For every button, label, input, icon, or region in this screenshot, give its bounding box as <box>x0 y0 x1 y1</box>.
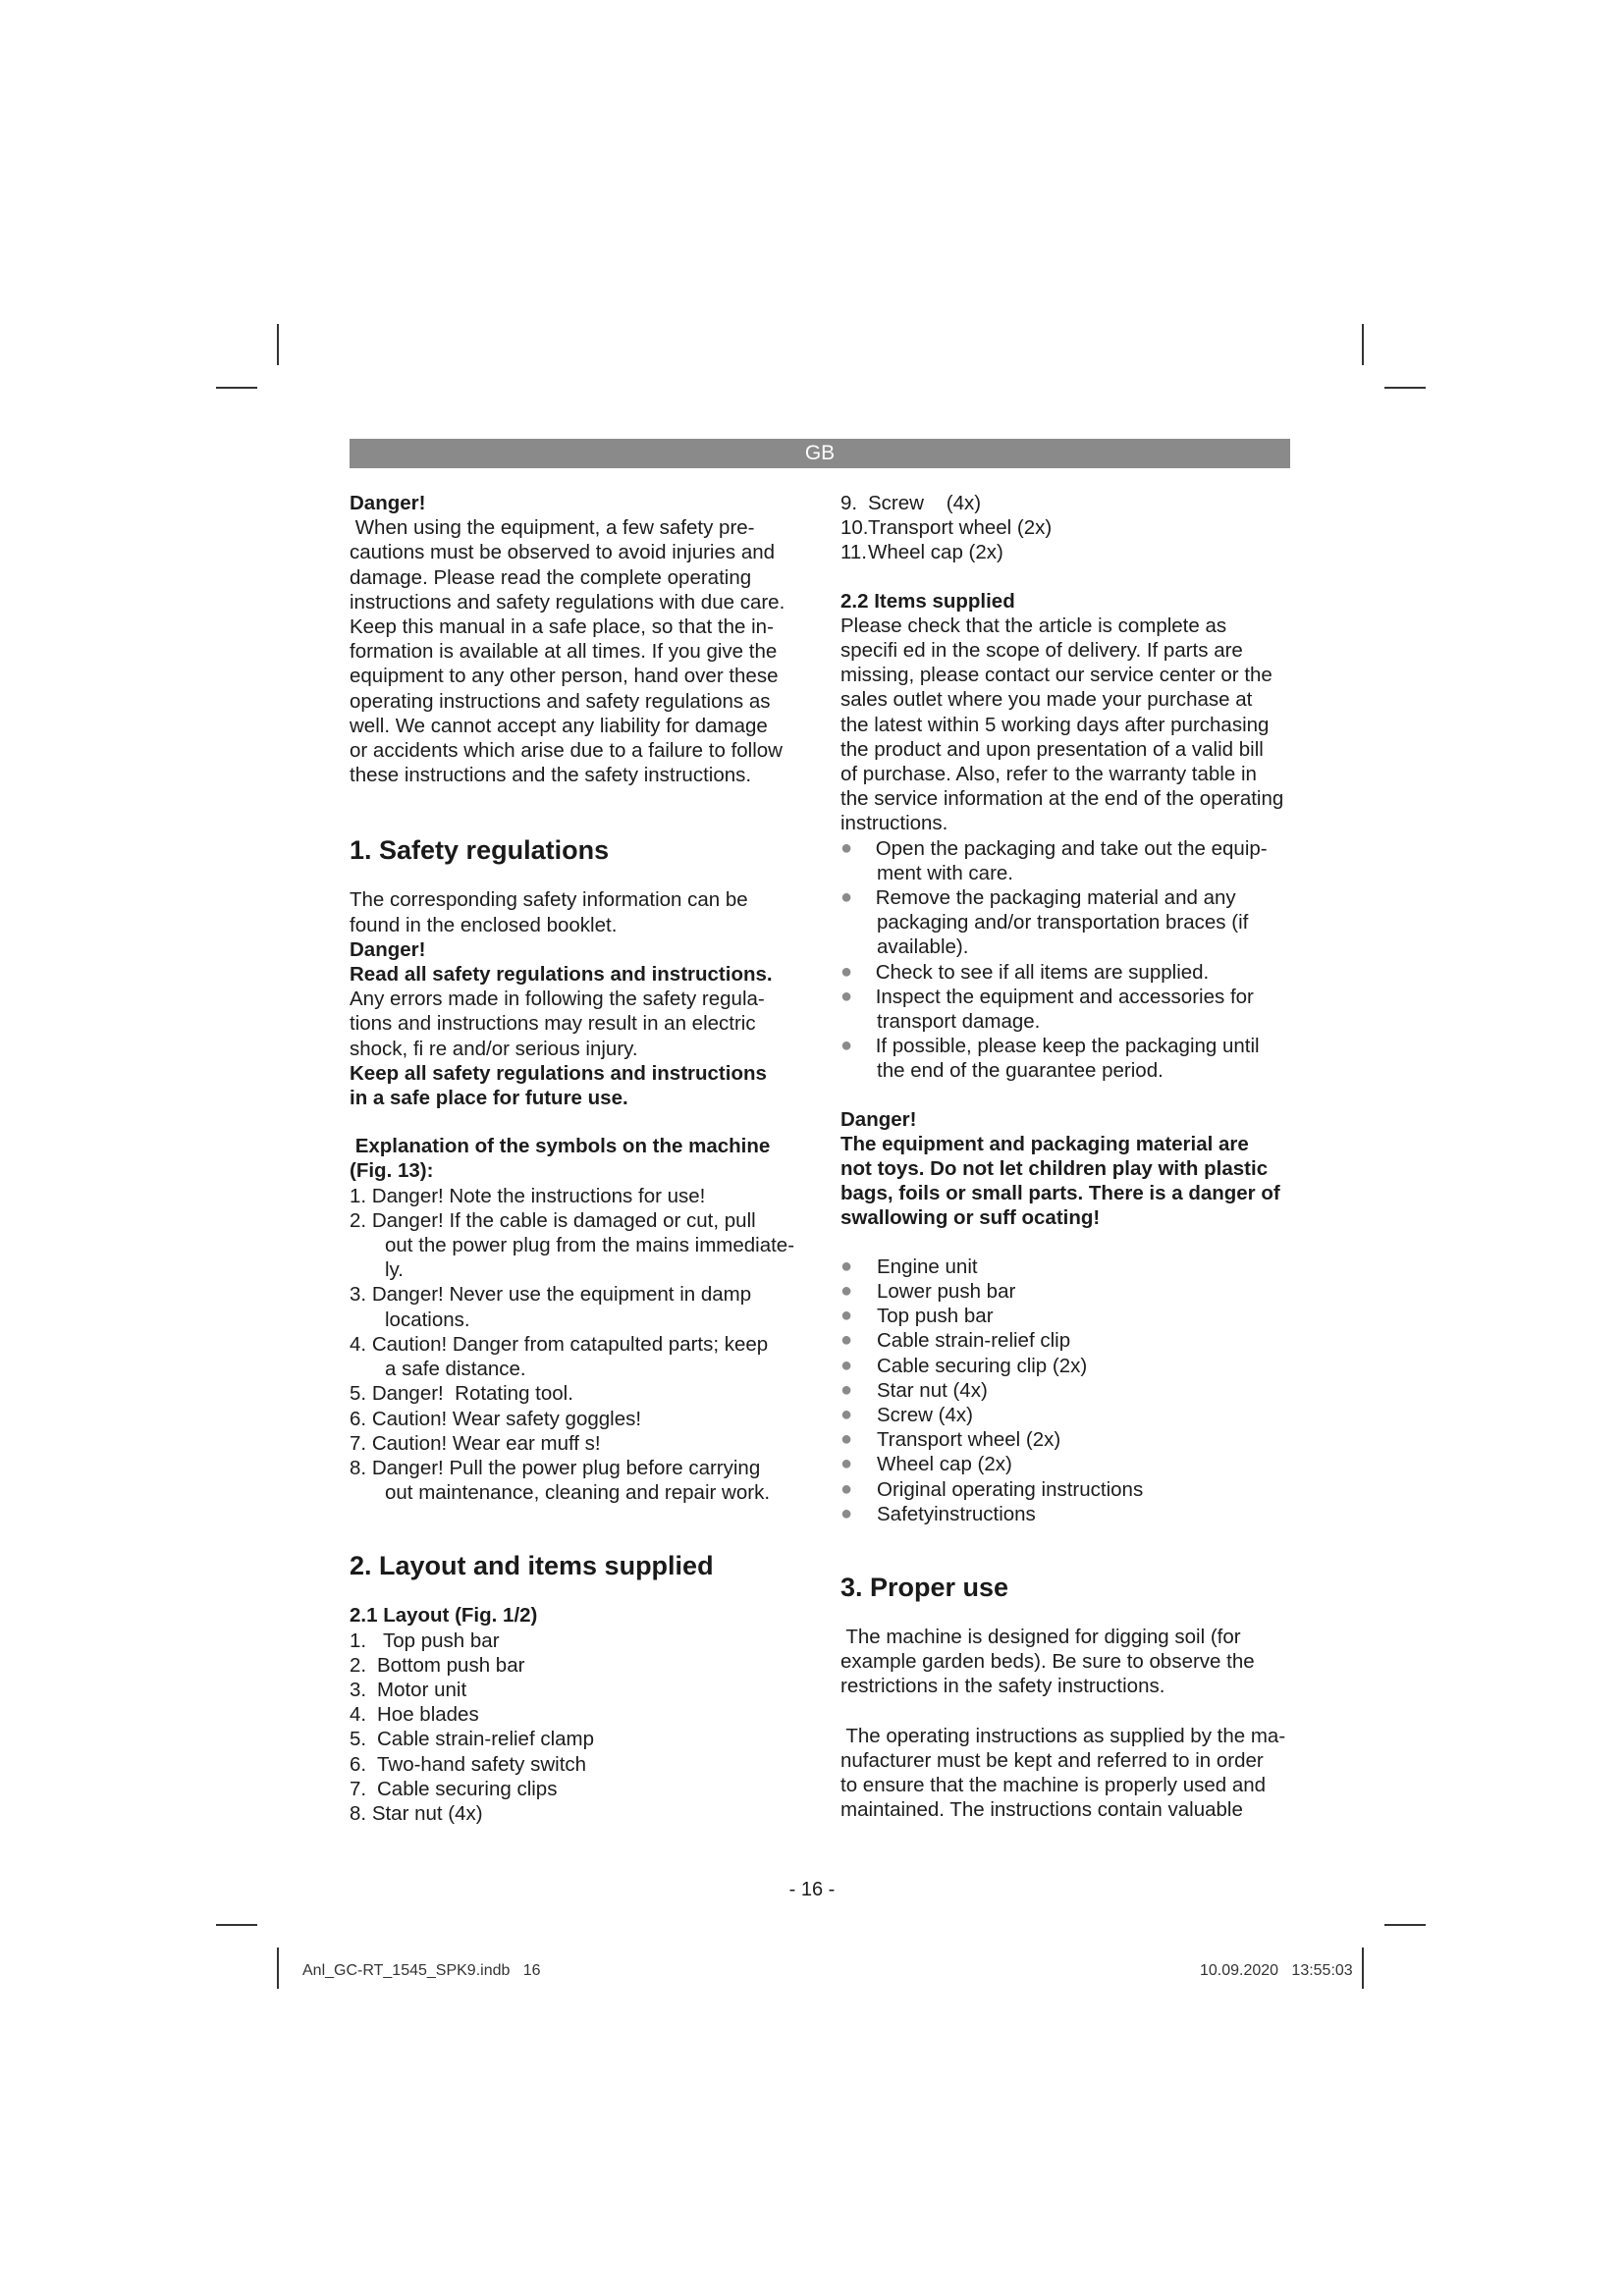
text-line: the product and upon presentation of a valid bill <box>840 737 1264 761</box>
list-item <box>840 960 1294 985</box>
text-line: operating instructions and safety regulations as <box>350 689 771 713</box>
section-1-heading: 1. Safety regulations <box>350 835 610 866</box>
list-number: 3. <box>350 1283 367 1307</box>
list-item <box>840 985 1294 1034</box>
text-line: When using the equipment, a few safety pre- <box>350 516 755 540</box>
list-text: Two-hand safety switch <box>377 1752 587 1776</box>
list-text: Cable strain-relief clip <box>877 1329 1071 1353</box>
list-text: Star nut (4x) <box>371 1801 483 1825</box>
text-line: Any errors made in following the safety regula- <box>350 988 765 1011</box>
list-item <box>350 1407 807 1431</box>
section-1-keep-text <box>350 1061 807 1110</box>
crop-mark-bottom-left-horizontal <box>216 1924 257 1926</box>
text-line: restrictions in the safety instructions. <box>840 1675 1165 1698</box>
list-text: Transport wheel (2x) <box>877 1428 1061 1452</box>
print-file-name: Anl_GC-RT_1545_SPK9.indb 16 <box>302 1962 541 1979</box>
list-number: 2. <box>350 1208 367 1232</box>
list-number: 11. <box>840 541 867 564</box>
list-number: 6. <box>350 1752 367 1776</box>
text-line: well. We cannot accept any liability for damage <box>350 714 768 737</box>
items-supplied-subheading: 2.2 Items supplied <box>840 589 1015 613</box>
text-line: swallowing or suff ocating! <box>840 1206 1101 1230</box>
right-column <box>840 491 1294 1822</box>
list-text: Wheel cap (2x) <box>877 1453 1012 1476</box>
list-text: Danger! If the cable is damaged or cut, pull <box>371 1208 756 1232</box>
symbols-heading <box>350 1134 807 1183</box>
section-3-heading: 3. Proper use <box>840 1572 1009 1602</box>
packaging-steps-list <box>840 836 1294 1084</box>
list-item <box>840 1354 1294 1378</box>
list-text: Caution! Danger from catapulted parts; keep <box>371 1332 769 1356</box>
bullet-icon: ● <box>840 1502 853 1524</box>
language-header-bar <box>350 439 1290 468</box>
list-number: 5. <box>350 1728 367 1751</box>
bullet-icon: ● <box>840 1035 853 1057</box>
bullet-icon: ● <box>840 886 853 909</box>
list-text: Caution! Wear safety goggles! <box>371 1407 642 1430</box>
list-item <box>350 1702 807 1727</box>
list-text: out maintenance, cleaning and repair work. <box>385 1481 771 1505</box>
list-text: Star nut (4x) <box>877 1378 988 1402</box>
list-text: Hoe blades <box>377 1703 479 1727</box>
crop-mark-bottom-right-horizontal <box>1384 1924 1426 1926</box>
list-number: 4. <box>350 1703 367 1727</box>
section-1-info <box>350 887 807 936</box>
list-text: Transport wheel (2x) <box>868 516 1053 540</box>
list-item <box>350 1752 807 1777</box>
bullet-icon: ● <box>840 985 853 1007</box>
text-line: or accidents which arise due to a failure to follow <box>350 739 783 763</box>
list-number: 3. <box>350 1678 367 1701</box>
layout-list <box>350 1629 807 1827</box>
items-supplied-text <box>840 614 1294 836</box>
list-number: 2. <box>350 1653 367 1677</box>
list-item <box>350 1777 807 1801</box>
text-line: in a safe place for future use. <box>350 1087 628 1110</box>
list-number: 1. <box>350 1184 367 1207</box>
crop-mark-top-left-horizontal <box>216 387 257 389</box>
symbols-list <box>350 1184 807 1506</box>
list-text: Screw (4x) <box>877 1403 973 1426</box>
list-item <box>840 1477 1294 1502</box>
list-text: Cable securing clip (2x) <box>877 1354 1088 1377</box>
list-text: Top push bar <box>383 1629 500 1652</box>
intro-danger-text <box>350 515 807 787</box>
list-number: 6. <box>350 1407 367 1430</box>
list-item <box>840 1403 1294 1427</box>
crop-mark-top-right-horizontal <box>1384 387 1426 389</box>
list-item <box>350 1282 807 1331</box>
list-item <box>840 1502 1294 1526</box>
text-line: example garden beds). Be sure to observe the <box>840 1650 1255 1674</box>
text-line: damage. Please read the complete operating <box>350 565 752 589</box>
bullet-icon: ● <box>840 960 853 983</box>
packaging-danger-block <box>840 1107 1294 1231</box>
list-text: ly. <box>385 1258 404 1282</box>
list-item <box>840 836 1294 885</box>
bullet-icon: ● <box>840 1255 853 1277</box>
proper-use-paragraph-2 <box>840 1724 1294 1823</box>
layout-list-continued <box>840 491 1294 565</box>
list-text: Caution! Wear ear muff s! <box>371 1431 601 1455</box>
list-text: Original operating instructions <box>877 1477 1144 1501</box>
list-text: a safe distance. <box>385 1358 526 1381</box>
print-timestamp: 10.09.2020 13:55:03 <box>1200 1962 1353 1979</box>
list-text: Bottom push bar <box>377 1653 525 1677</box>
text-line: Explanation of the symbols on the machine <box>350 1135 771 1158</box>
list-item <box>350 1801 807 1826</box>
text-line: the service information at the end of the operating <box>840 787 1284 811</box>
page-number: - 16 - <box>788 1879 836 1900</box>
list-text: Inspect the equipment and accessories for <box>870 985 1254 1008</box>
list-item <box>350 1629 807 1653</box>
list-text: Open the packaging and take out the equip- <box>870 836 1268 860</box>
list-text: locations. <box>385 1308 470 1331</box>
bullet-icon: ● <box>840 1305 853 1327</box>
text-line: bags, foils or small parts. There is a danger of <box>840 1182 1280 1205</box>
text-line: The corresponding safety information can be <box>350 888 748 912</box>
text-line: The machine is designed for digging soil (for <box>840 1625 1241 1648</box>
list-text: Danger! Never use the equipment in damp <box>371 1283 752 1307</box>
section-2-heading: 2. Layout and items supplied <box>350 1551 714 1581</box>
bullet-icon: ● <box>840 1477 853 1500</box>
text-line: equipment to any other person, hand over these <box>350 665 779 688</box>
crop-mark-bottom-right-vertical <box>1362 1948 1364 1989</box>
text-line: found in the enclosed booklet. <box>350 913 618 936</box>
list-number: 1. <box>350 1629 367 1652</box>
list-text: Lower push bar <box>877 1279 1016 1303</box>
text-line: to ensure that the machine is properly used and <box>840 1773 1267 1796</box>
list-item <box>840 1034 1294 1083</box>
list-item <box>840 515 1294 540</box>
text-line: formation is available at all times. If you give the <box>350 640 778 664</box>
left-column <box>350 491 807 1826</box>
text-line: Please check that the article is complete as <box>840 614 1227 637</box>
text-line: shock, fi re and/or serious injury. <box>350 1037 638 1060</box>
list-item <box>350 1678 807 1702</box>
list-text: If possible, please keep the packaging until <box>870 1035 1260 1058</box>
list-item <box>350 1653 807 1678</box>
bullet-icon: ● <box>840 1378 853 1401</box>
list-text: Motor unit <box>377 1678 467 1701</box>
list-text: packaging and/or transportation braces (if <box>877 911 1249 934</box>
text-line: not toys. Do not let children play with plastic <box>840 1157 1269 1181</box>
text-line: sales outlet where you made your purchase at <box>840 688 1253 712</box>
list-text: Engine unit <box>877 1255 978 1278</box>
text-line: (Fig. 13): <box>350 1159 434 1183</box>
intro-danger-title: Danger! <box>350 492 426 514</box>
list-item <box>350 1208 807 1283</box>
supplied-items-list <box>840 1255 1294 1526</box>
list-item <box>840 1452 1294 1476</box>
list-item <box>840 491 1294 515</box>
bullet-icon: ● <box>840 1329 853 1352</box>
proper-use-paragraph-1 <box>840 1625 1294 1699</box>
text-line: these instructions and the safety instructions. <box>350 764 752 787</box>
bullet-icon: ● <box>840 1354 853 1376</box>
text-line: cautions must be observed to avoid injuries and <box>350 541 776 564</box>
list-number: 7. <box>350 1777 367 1800</box>
list-number: 4. <box>350 1332 367 1356</box>
list-item <box>350 1727 807 1751</box>
list-text: Safetyinstructions <box>877 1502 1036 1525</box>
list-number: 10. <box>840 516 869 540</box>
list-number: 8. <box>350 1801 367 1825</box>
list-item <box>840 1279 1294 1304</box>
list-text: Check to see if all items are supplied. <box>870 960 1210 984</box>
bullet-icon: ● <box>840 1453 853 1475</box>
list-item <box>840 1328 1294 1353</box>
list-text: the end of the guarantee period. <box>877 1059 1164 1083</box>
text-line: maintained. The instructions contain valuable <box>840 1798 1243 1822</box>
list-item <box>350 1184 807 1208</box>
text-line: nufacturer must be kept and referred to in order <box>840 1748 1264 1772</box>
text-line: The operating instructions as supplied by the ma- <box>840 1724 1286 1747</box>
list-item <box>840 885 1294 960</box>
list-item <box>840 1304 1294 1328</box>
text-line: of purchase. Also, refer to the warranty table in <box>840 763 1257 786</box>
crop-mark-top-left-vertical <box>277 324 279 365</box>
list-item <box>350 1332 807 1381</box>
list-item <box>350 1381 807 1406</box>
list-text: Cable strain-relief clamp <box>377 1728 595 1751</box>
text-line: instructions and safety regulations with due care. <box>350 590 785 614</box>
list-text: Danger! Note the instructions for use! <box>366 1184 706 1207</box>
section-1-read-all: Read all safety regulations and instructions. <box>350 963 773 987</box>
list-item <box>840 1255 1294 1279</box>
list-text: out the power plug from the mains immediate- <box>385 1234 795 1257</box>
list-text: Danger! Rotating tool. <box>371 1382 573 1406</box>
list-item <box>840 1378 1294 1403</box>
list-text: Wheel cap (2x) <box>868 541 1003 564</box>
crop-mark-bottom-left-vertical <box>277 1948 279 1989</box>
list-text: Danger! Pull the power plug before carrying <box>371 1456 761 1479</box>
text-line: tions and instructions may result in an electric <box>350 1012 756 1036</box>
bullet-icon: ● <box>840 1279 853 1302</box>
list-text: available). <box>877 935 969 959</box>
list-item <box>350 1431 807 1456</box>
list-text: Screw (4x) <box>868 492 982 514</box>
list-number: 5. <box>350 1382 367 1406</box>
crop-mark-top-right-vertical <box>1362 324 1364 365</box>
text-line: The equipment and packaging material are <box>840 1132 1249 1155</box>
list-text: Cable securing clips <box>377 1777 558 1800</box>
text-line: missing, please contact our service center or the <box>840 664 1272 687</box>
bullet-icon: ● <box>840 1428 853 1451</box>
text-line: Keep all safety regulations and instructions <box>350 1061 767 1085</box>
bullet-icon: ● <box>840 1403 853 1425</box>
list-text: transport damage. <box>877 1010 1041 1034</box>
text-line: Keep this manual in a safe place, so that the in- <box>350 615 774 639</box>
section-1-errors-text <box>350 987 807 1061</box>
list-number: 7. <box>350 1431 367 1455</box>
list-number: 8. <box>350 1456 367 1479</box>
list-text: ment with care. <box>877 861 1013 884</box>
language-label: GB <box>804 442 836 464</box>
list-text: Top push bar <box>877 1305 994 1328</box>
text-line: instructions. <box>840 812 948 835</box>
text-line: the latest within 5 working days after purchasing <box>840 713 1270 736</box>
section-1-danger-title: Danger! <box>350 937 426 961</box>
list-item <box>350 1456 807 1505</box>
list-text: Remove the packaging material and any <box>870 886 1236 910</box>
packaging-danger-title: Danger! <box>840 1107 917 1131</box>
list-item <box>840 540 1294 564</box>
layout-subheading: 2.1 Layout (Fig. 1/2) <box>350 1604 538 1628</box>
list-number: 9. <box>840 492 858 514</box>
list-item <box>840 1427 1294 1452</box>
text-line: specifi ed in the scope of delivery. If parts are <box>840 639 1243 663</box>
bullet-icon: ● <box>840 836 853 859</box>
